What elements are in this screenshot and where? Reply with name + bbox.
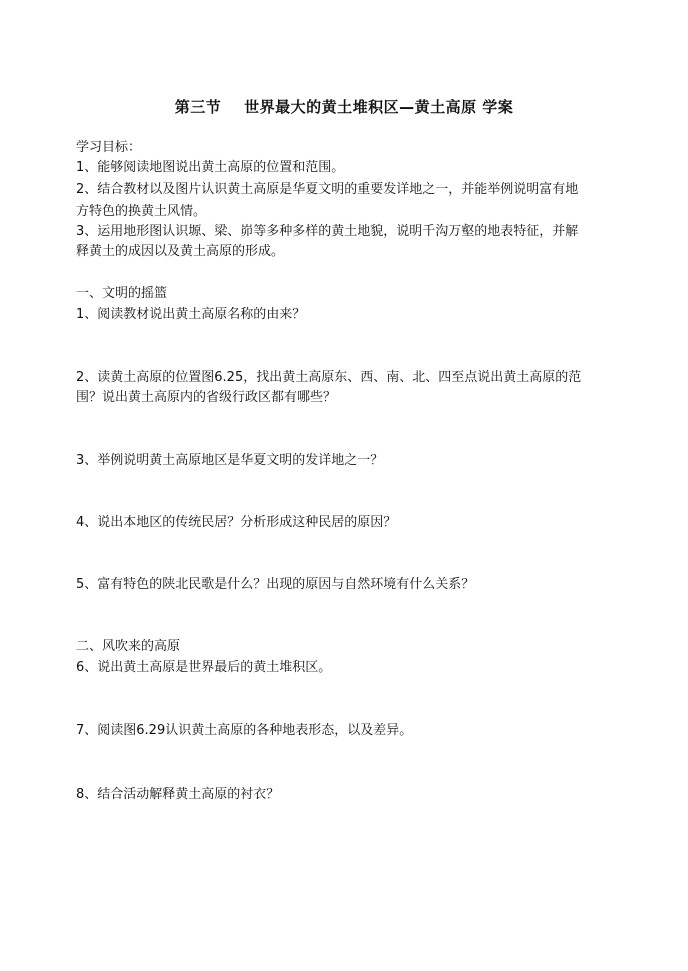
question-4: 4、说出本地区的传统民居？分析形成这种民居的原因？ [76,515,397,530]
question-2-line-2: 围？说出黄土高原内的省级行政区都有哪些？ [76,390,337,405]
document-title: 第三节 世界最大的黄土堆积区—黄土高原 学案 [174,98,514,116]
objective-line-5: 释黄土的成因以及黄土高原的形成。 [76,244,285,259]
section-1-heading: 一、文明的摇篮 [76,286,168,301]
question-5: 5、富有特色的陕北民歌是什么？出现的原因与自然环境有什么关系？ [76,577,475,592]
question-6: 6、说出黄土高原是世界最后的黄土堆积区。 [76,660,332,675]
objective-line-4: 3、运用地形图认识塬、梁、峁等多种多样的黄土地貌，说明千沟万壑的地表特征，并解 [76,224,579,239]
question-8: 8、结合活动解释黄土高原的衬衣？ [76,787,280,802]
question-2-line-1: 2、读黄土高原的位置图6.25，找出黄土高原东、西、南、北、四至点说出黄土高原的范 [76,370,582,385]
question-3: 3、举例说明黄土高原地区是华夏文明的发详地之一？ [76,453,384,468]
question-7: 7、阅读图6.29认识黄土高原的各种地表形态，以及差异。 [76,723,413,738]
objective-line-1: 1、能够阅读地图说出黄土高原的位置和范围。 [76,160,345,175]
section-2-heading: 二、风吹来的高原 [76,639,181,654]
objectives-heading: 学习目标： [76,140,142,155]
question-1: 1、阅读教材说出黄土高原名称的由来？ [76,307,306,322]
objective-line-3: 方特色的换黄土风情。 [76,204,207,219]
objective-line-2: 2、结合教材以及图片认识黄土高原是华夏文明的重要发详地之一，并能举例说明富有地 [76,182,579,197]
